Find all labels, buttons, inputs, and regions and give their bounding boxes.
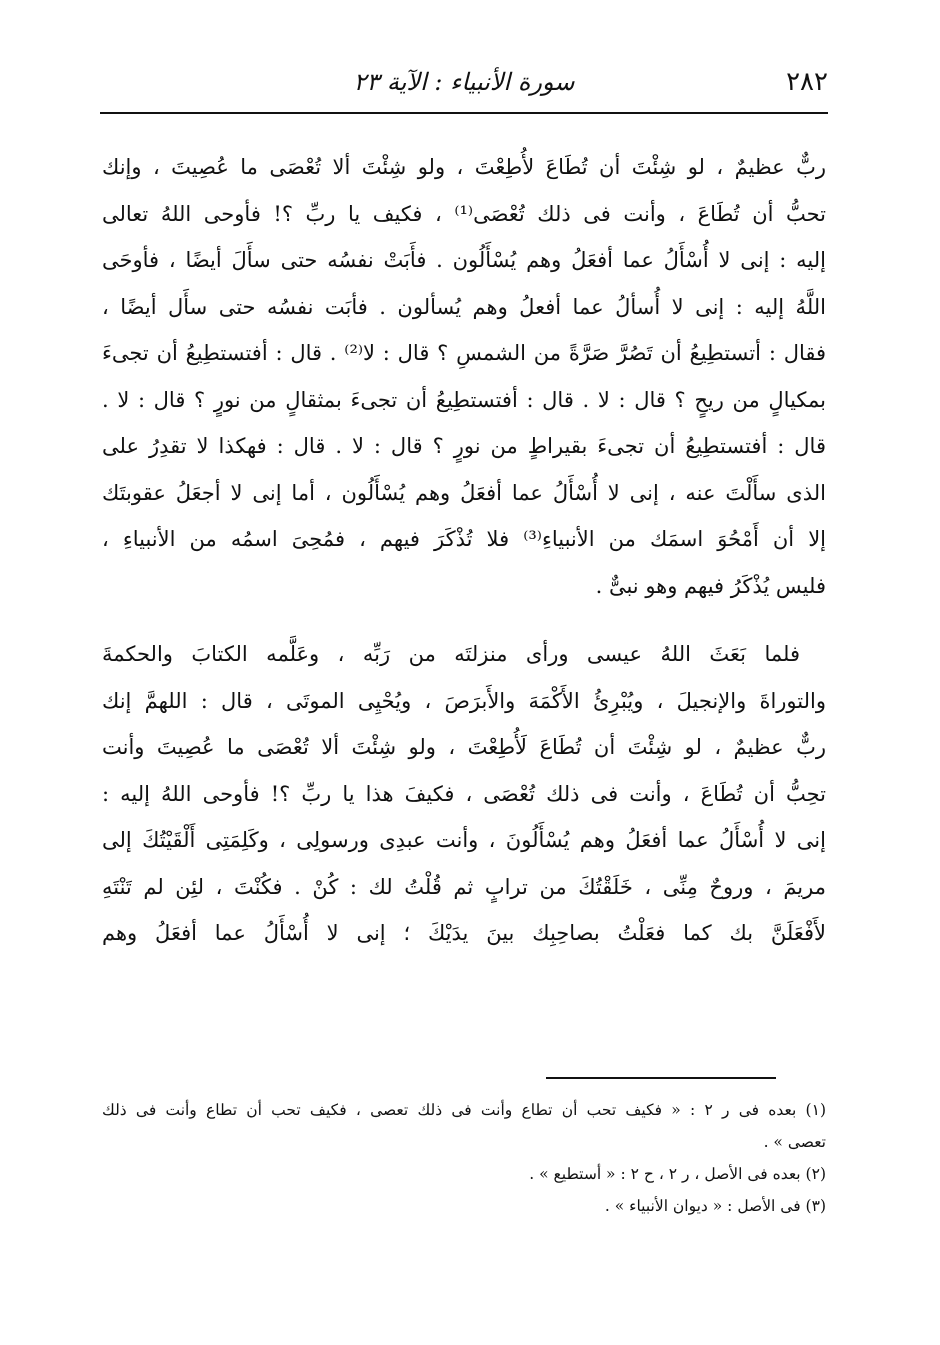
text-line: مريمَ ، وروحٌ مِنِّى ، خَلَقْتُكَ من ترابٍ ثم قُلْتُ لك : كُنْ . فكُنْتَ ، لئِن لم تَنْتَهِ xyxy=(102,874,826,899)
text-line: ربٌّ عظيمٌ ، لو شِئْتَ أن تُطَاعَ لَأُطِعْتَ ، ولو شِئْتَ ألا تُعْصَى ما عُصِيتَ وأنت xyxy=(102,735,826,759)
footnote-1-continued: تعصى » . xyxy=(763,1133,826,1151)
body-text xyxy=(102,144,826,957)
footnote-3: (٣) فى الأصل : « ديوان الأنبياء » . xyxy=(604,1197,826,1215)
header-rule xyxy=(100,112,828,114)
text-line: اللَّهُ إليه : إنى لا أُسألُ عما أفعلُ وهم يُسألون . فأبَت نفسُه حتى سأَل أيضًا ، xyxy=(102,294,826,319)
text-line: إنى لا أُسْأَلُ عما أفعَلُ وهم يُسْأَلُونَ ، وأنت عبدِى ورسولِى ، وكَلِمَتِى أَلْقَيْتُكَ إلى xyxy=(102,828,826,852)
page-number: ٢٨٢ xyxy=(786,67,828,97)
running-title: سورة الأنبياء : الآية ٢٣ xyxy=(353,68,575,96)
text-line: فلما بَعَثَ اللهُ عيسى ورأى منزلتَه من رَبِّه ، وعَلَّمه الكتابَ والحكمةَ xyxy=(102,642,800,666)
paragraph-gap xyxy=(102,609,826,631)
text-line: بمكيالٍ من ريحٍ ؟ قال : لا . قال : أفتستطِيعُ أن تجىءَ بمثقالٍ من نورٍ ؟ قال : لا . xyxy=(102,387,826,412)
footnote-2: (٢) بعده فى الأصل ، ر ٢ ، ح ٢ : « أستطيع » . xyxy=(529,1165,826,1183)
paragraph-1 xyxy=(102,144,826,609)
text-line: فليس يُذْكَرُ فيهم وهو نبىٌّ . xyxy=(595,573,826,598)
text-line: فقال : أتستطِيعُ أن تَصُرَّ صَرَّةً من الشمسِ ؟ قال : لا⁽²⁾ . قال : أفتستطِيعُ أن تجىءَ xyxy=(102,341,826,365)
page-header xyxy=(100,64,828,100)
footnotes xyxy=(102,1094,826,1222)
text-line: تحبُّ أن تُطَاعَ ، وأنت فى ذلك تُعْصَى⁽¹⁾ ، فكيف يا ربِّ ؟! فأوحى اللهُ تعالى xyxy=(102,201,826,226)
text-line: قال : أفتستطِيعُ أن تجىءَ بقيراطٍ من نورٍ ؟ قال : لا . قال : فهكذا لا تقدِرُ على xyxy=(102,434,826,458)
footnote-1: (١) بعده فى ر ٢ : « فكيف تحب أن تطاع وأنت فى ذلك تعصى ، فكيف تحب أن تطاع وأنت فى ذلك xyxy=(102,1101,826,1119)
text-line: ربٌّ عظيمٌ ، لو شِئْتَ أن تُطَاعَ لأُطِعْتَ ، ولو شِئْتَ ألا تُعْصَى ما عُصِيتَ ، وإنك xyxy=(102,155,826,179)
text-line: لأَفْعَلَنَّ بك كما فعَلْتُ بصاحِبِك بينَ يدَيْكَ ؛ إنى لا أُسْأَلُ عما أفعَلُ وهم xyxy=(102,921,826,945)
text-line: الذى سأَلْتَ عنه ، إنى لا أُسْأَلُ عما أفعَلُ وهم يُسْأَلُون ، أما إنى لا أجعَلُ عقوبتَك xyxy=(102,480,826,505)
text-line: إلا أن أَمْحُوَ اسمَك من الأنبياءِ⁽³⁾ فلا تُذْكَرَ فيهم ، فمُحِىَ اسمُه من الأنبياءِ ، xyxy=(102,527,826,551)
footnote-rule xyxy=(546,1077,776,1079)
text-line: إليه : إنى لا أُسْأَلُ عما أفعَلُ وهم يُسْأَلُون . فأَبَتْ نفسُه حتى سأَلَ أيضًا ، فأوحَى xyxy=(102,248,826,272)
paragraph-2 xyxy=(102,631,826,957)
text-line: تحِبُّ أن تُطَاعَ ، وأنت فى ذلك تُعْصَى ، فكيفَ هذا يا ربِّ ؟! فأوحى اللهُ إليه : xyxy=(102,781,826,806)
text-line: والتوراةَ والإنجيلَ ، ويُبْرِئُ الأَكْمَهَ والأَبرَصَ ، ويُحْيِى الموتَى ، قال : اللهمَّ إنك xyxy=(102,688,826,713)
